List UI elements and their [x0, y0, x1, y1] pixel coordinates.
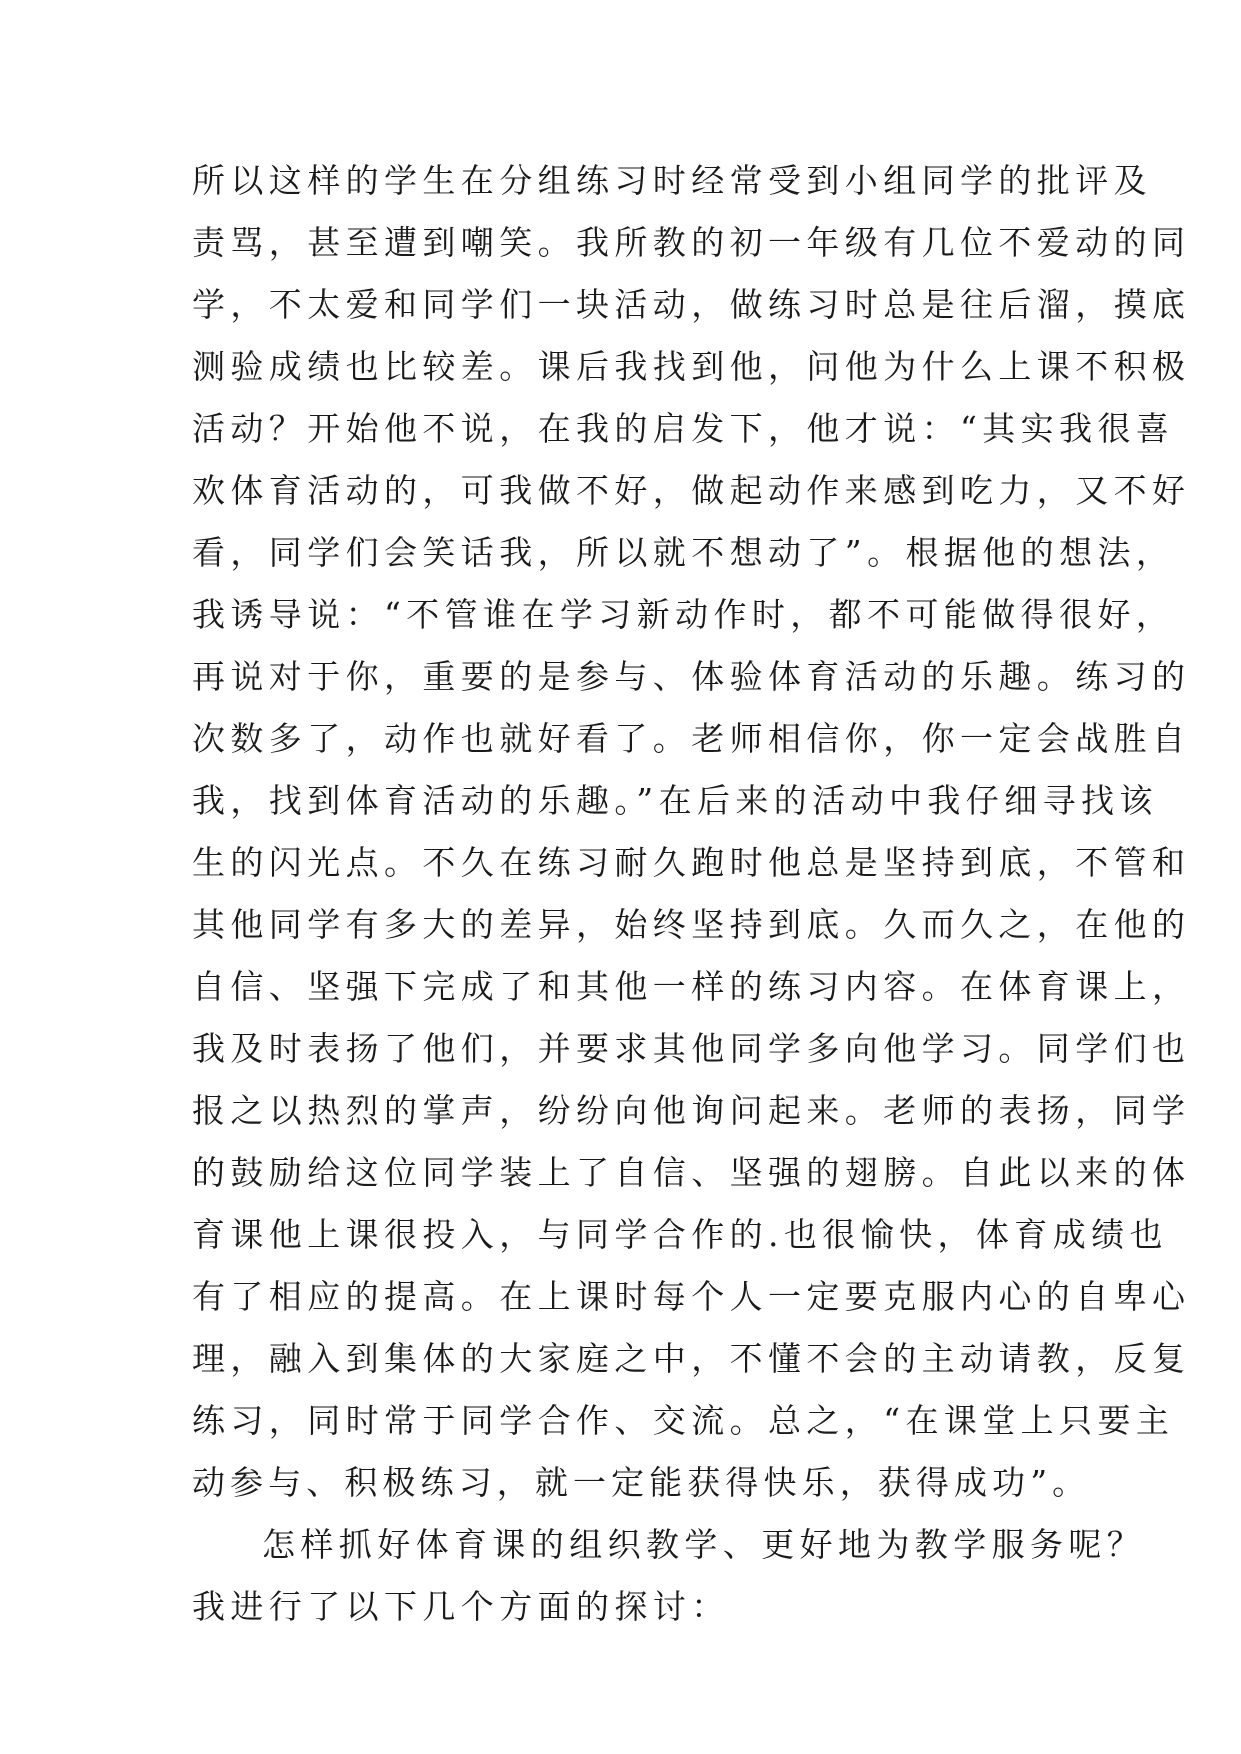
text-line: 活动？开始他不说，在我的启发下，他才说：“其实我很喜	[192, 409, 1175, 448]
text-line: 欢体育活动的，可我做不好，做起动作来感到吃力，又不好	[192, 471, 1191, 510]
text-line: 所以这样的学生在分组练习时经常受到小组同学的批评及	[192, 161, 1152, 200]
text-line: 怎样抓好体育课的组织教学、更好地为教学服务呢？	[262, 1525, 1146, 1564]
text-line: 动参与、积极练习，就一定能获得快乐，获得成功”。	[192, 1463, 1091, 1502]
text-line: 理，融入到集体的大家庭之中，不懂不会的主动请教，反复	[192, 1339, 1191, 1378]
paragraph	[192, 1514, 1146, 1638]
text-line: 责骂，甚至遭到嘲笑。我所教的初一年级有几位不爱动的同	[192, 223, 1191, 262]
text-line: 有了相应的提高。在上课时每个人一定要克服内心的自卑心	[192, 1277, 1191, 1316]
body-text	[192, 150, 1191, 1638]
text-line: 育课他上课很投入，与同学合作的.也很愉快，体育成绩也	[192, 1215, 1168, 1254]
text-line: 看，同学们会笑话我，所以就不想动了”。根据他的想法，	[192, 533, 1175, 572]
text-line: 我，找到体育活动的乐趣。”在后来的活动中我仔细寻找该	[192, 781, 1158, 820]
text-line: 学，不太爱和同学们一块活动，做练习时总是往后溜，摸底	[192, 285, 1191, 324]
text-line: 生的闪光点。不久在练习耐久跑时他总是坚持到底，不管和	[192, 843, 1191, 882]
text-line: 的鼓励给这位同学装上了自信、坚强的翅膀。自此以来的体	[192, 1153, 1191, 1192]
text-line: 我进行了以下几个方面的探讨：	[192, 1587, 730, 1626]
text-line: 报之以热烈的掌声，纷纷向他询问起来。老师的表扬，同学	[192, 1091, 1191, 1130]
text-line: 次数多了，动作也就好看了。老师相信你，你一定会战胜自	[192, 719, 1191, 758]
paragraph	[192, 150, 1191, 1514]
text-line: 我及时表扬了他们，并要求其他同学多向他学习。同学们也	[192, 1029, 1191, 1068]
text-line: 我诱导说：“不管谁在学习新动作时，都不可能做得很好，	[192, 595, 1175, 634]
text-line: 练习，同时常于同学合作、交流。总之，“在课堂上只要主	[192, 1401, 1175, 1440]
text-line: 自信、坚强下完成了和其他一样的练习内容。在体育课上，	[192, 967, 1191, 1006]
text-line: 其他同学有多大的差异，始终坚持到底。久而久之，在他的	[192, 905, 1191, 944]
text-line: 测验成绩也比较差。课后我找到他，问他为什么上课不积极	[192, 347, 1191, 386]
text-line: 再说对于你，重要的是参与、体验体育活动的乐趣。练习的	[192, 657, 1191, 696]
